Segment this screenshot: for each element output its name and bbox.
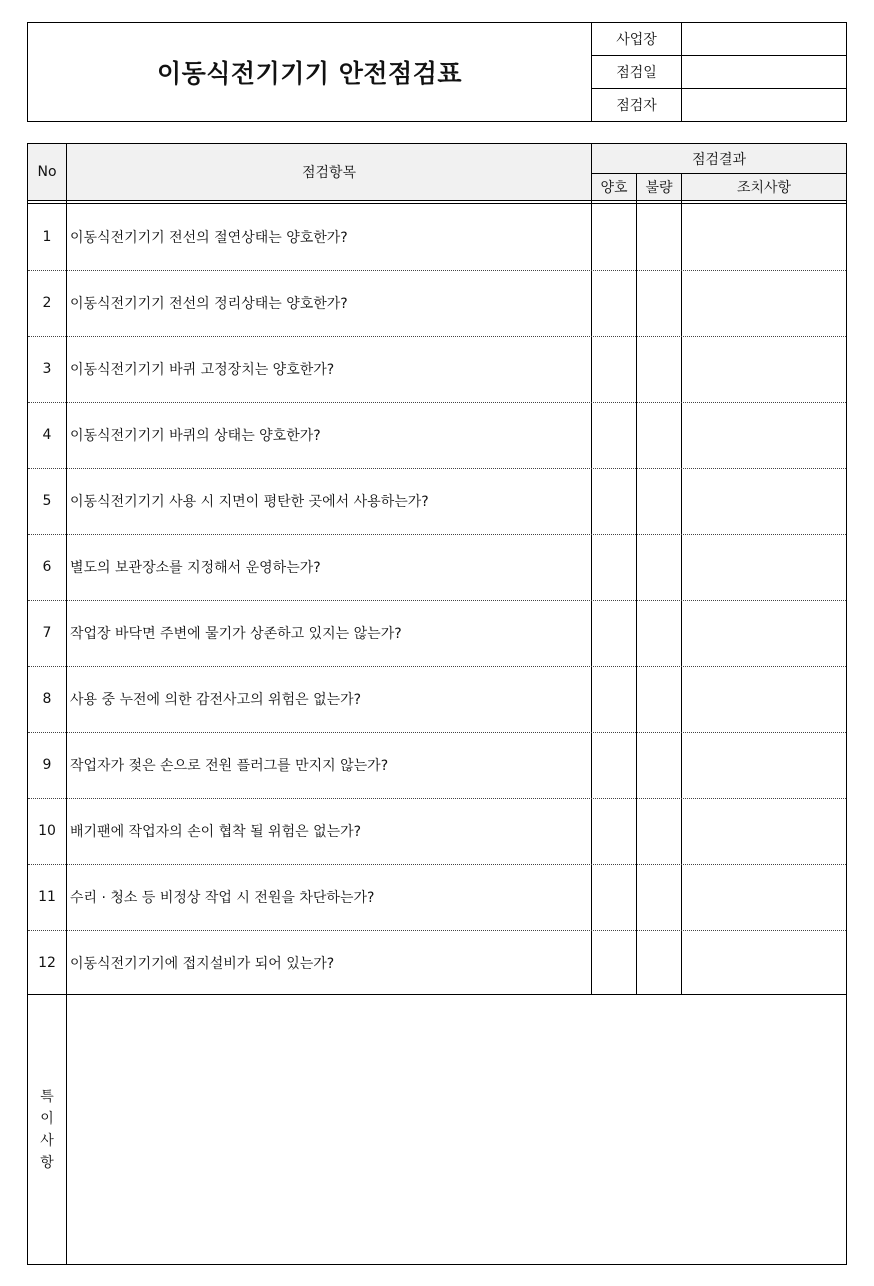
row-number: 10 bbox=[38, 823, 56, 839]
row-number: 5 bbox=[42, 493, 52, 509]
row-number: 7 bbox=[42, 625, 52, 641]
row-action-cell[interactable] bbox=[682, 864, 846, 930]
col-no-header: No bbox=[37, 164, 57, 180]
row-good-cell[interactable] bbox=[592, 204, 636, 270]
row-item-text: 수리 · 청소 등 비정상 작업 시 전원을 차단하는가? bbox=[70, 890, 375, 906]
remarks-field[interactable] bbox=[67, 995, 846, 1264]
row-good-cell[interactable] bbox=[592, 666, 636, 732]
col-bad-header: 불량 bbox=[645, 180, 673, 196]
row-bad-cell[interactable] bbox=[637, 798, 681, 864]
remarks-label bbox=[28, 995, 66, 1264]
inspection-date-field[interactable] bbox=[682, 56, 846, 88]
row-bad-cell[interactable] bbox=[637, 468, 681, 534]
inspector-field[interactable] bbox=[682, 89, 846, 121]
row-bad-cell[interactable] bbox=[637, 864, 681, 930]
row-item-text: 이동식전기기기 바퀴 고정장치는 양호한가? bbox=[70, 362, 335, 378]
row-number: 8 bbox=[42, 691, 52, 707]
row-item-text: 이동식전기기기에 접지설비가 되어 있는가? bbox=[70, 956, 335, 972]
row-good-cell[interactable] bbox=[592, 798, 636, 864]
row-action-cell[interactable] bbox=[682, 336, 846, 402]
remarks-char: 사 bbox=[40, 1132, 54, 1149]
row-item-text: 사용 중 누전에 의한 감전사고의 위험은 없는가? bbox=[70, 692, 362, 708]
row-number: 9 bbox=[42, 757, 52, 773]
col-item-header: 점검항목 bbox=[301, 165, 357, 181]
remarks-char: 이 bbox=[40, 1110, 54, 1127]
row-number: 11 bbox=[38, 889, 56, 905]
row-bad-cell[interactable] bbox=[637, 930, 681, 996]
row-action-cell[interactable] bbox=[682, 798, 846, 864]
row-number: 3 bbox=[42, 361, 52, 377]
col-action-header: 조치사항 bbox=[736, 180, 792, 196]
row-good-cell[interactable] bbox=[592, 468, 636, 534]
remarks-char: 항 bbox=[40, 1154, 54, 1171]
checklist-table bbox=[27, 143, 847, 1265]
row-item-text: 배기팬에 작업자의 손이 협착 될 위험은 없는가? bbox=[70, 824, 362, 840]
row-action-cell[interactable] bbox=[682, 270, 846, 336]
row-item-text: 이동식전기기기 바퀴의 상태는 양호한가? bbox=[70, 428, 321, 444]
row-bad-cell[interactable] bbox=[637, 534, 681, 600]
workplace-field[interactable] bbox=[682, 23, 846, 55]
row-number: 6 bbox=[42, 559, 52, 575]
row-good-cell[interactable] bbox=[592, 270, 636, 336]
row-item-text: 이동식전기기기 전선의 정리상태는 양호한가? bbox=[70, 296, 348, 312]
row-action-cell[interactable] bbox=[682, 732, 846, 798]
row-action-cell[interactable] bbox=[682, 402, 846, 468]
header-box bbox=[27, 22, 847, 122]
row-action-cell[interactable] bbox=[682, 666, 846, 732]
row-item-text: 작업자가 젖은 손으로 전원 플러그를 만지지 않는가? bbox=[70, 758, 389, 774]
row-item-text: 작업장 바닥면 주변에 물기가 상존하고 있지는 않는가? bbox=[70, 626, 402, 642]
row-bad-cell[interactable] bbox=[637, 336, 681, 402]
row-good-cell[interactable] bbox=[592, 864, 636, 930]
row-bad-cell[interactable] bbox=[637, 732, 681, 798]
workplace-label: 사업장 bbox=[616, 32, 657, 48]
row-good-cell[interactable] bbox=[592, 402, 636, 468]
row-number: 4 bbox=[42, 427, 52, 443]
remarks-char: 특 bbox=[40, 1088, 54, 1105]
row-bad-cell[interactable] bbox=[637, 600, 681, 666]
row-item-text: 이동식전기기기 사용 시 지면이 평탄한 곳에서 사용하는가? bbox=[70, 494, 429, 510]
row-action-cell[interactable] bbox=[682, 600, 846, 666]
inspector-label: 점검자 bbox=[616, 98, 657, 114]
row-action-cell[interactable] bbox=[682, 534, 846, 600]
row-number: 12 bbox=[38, 955, 56, 971]
inspection-date-label: 점검일 bbox=[616, 65, 657, 81]
page-title: 이동식전기기기 안전점검표 bbox=[156, 59, 462, 88]
row-bad-cell[interactable] bbox=[637, 204, 681, 270]
row-action-cell[interactable] bbox=[682, 468, 846, 534]
row-good-cell[interactable] bbox=[592, 534, 636, 600]
row-item-text: 별도의 보관장소를 지정해서 운영하는가? bbox=[70, 560, 321, 576]
col-good-header: 양호 bbox=[600, 180, 628, 196]
row-good-cell[interactable] bbox=[592, 732, 636, 798]
row-item-text: 이동식전기기기 전선의 절연상태는 양호한가? bbox=[70, 230, 348, 246]
row-good-cell[interactable] bbox=[592, 600, 636, 666]
col-result-header: 점검결과 bbox=[691, 151, 747, 168]
row-action-cell[interactable] bbox=[682, 204, 846, 270]
row-number: 2 bbox=[42, 295, 52, 311]
row-action-cell[interactable] bbox=[682, 930, 846, 996]
row-number: 1 bbox=[42, 229, 52, 245]
row-good-cell[interactable] bbox=[592, 930, 636, 996]
row-good-cell[interactable] bbox=[592, 336, 636, 402]
row-bad-cell[interactable] bbox=[637, 402, 681, 468]
row-bad-cell[interactable] bbox=[637, 666, 681, 732]
row-bad-cell[interactable] bbox=[637, 270, 681, 336]
